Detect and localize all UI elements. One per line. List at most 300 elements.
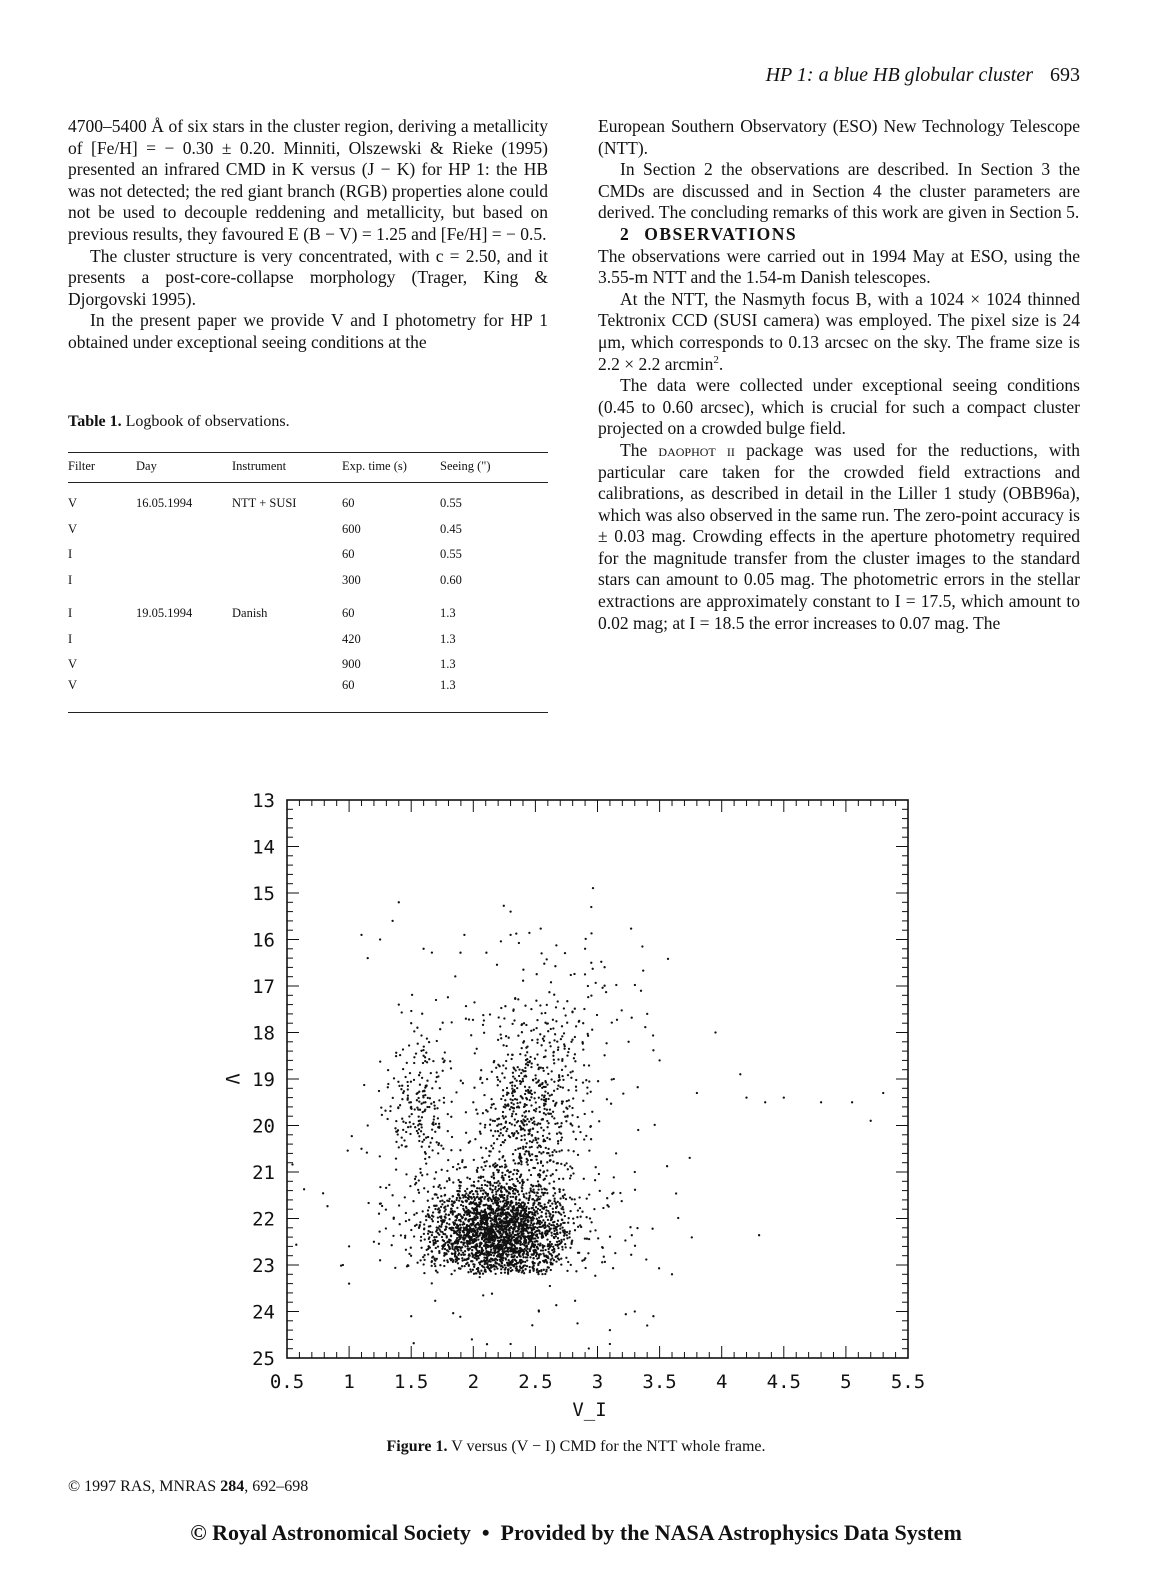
- data-point: [405, 1122, 407, 1124]
- data-point: [475, 1213, 477, 1215]
- data-point: [439, 1209, 441, 1211]
- data-point: [549, 1205, 551, 1207]
- data-point: [291, 1163, 293, 1165]
- data-point: [609, 1236, 611, 1238]
- data-point: [557, 1046, 559, 1048]
- data-point: [520, 1163, 522, 1165]
- data-point: [424, 1060, 426, 1062]
- data-point: [473, 1209, 475, 1211]
- data-point: [533, 1202, 535, 1204]
- data-point: [510, 1220, 512, 1222]
- data-point: [430, 1261, 432, 1263]
- data-point: [527, 1232, 529, 1234]
- data-point: [492, 1172, 494, 1174]
- data-point: [492, 1135, 494, 1137]
- data-point: [502, 1179, 504, 1181]
- data-point: [407, 1097, 409, 1099]
- data-point: [431, 1231, 433, 1233]
- table-cell: 1.3: [440, 631, 456, 646]
- data-point: [640, 990, 642, 992]
- data-point: [519, 1053, 521, 1055]
- data-point: [517, 1218, 519, 1220]
- data-point: [497, 1171, 499, 1173]
- data-point: [553, 994, 555, 996]
- data-point: [414, 1108, 416, 1110]
- data-point: [545, 1213, 547, 1215]
- data-point: [557, 1049, 559, 1051]
- data-point: [578, 1021, 580, 1023]
- data-point: [634, 1310, 636, 1312]
- data-point: [448, 1214, 450, 1216]
- data-point: [473, 1257, 475, 1259]
- data-point: [505, 1130, 507, 1132]
- data-point: [544, 1055, 546, 1057]
- data-point: [528, 1216, 530, 1218]
- software-name: daophot ii: [658, 439, 735, 460]
- data-point: [551, 1154, 553, 1156]
- data-point: [469, 1268, 471, 1270]
- data-point: [418, 1100, 420, 1102]
- data-point: [541, 1211, 543, 1213]
- data-point: [552, 1055, 554, 1057]
- data-point: [569, 1177, 571, 1179]
- data-point: [586, 1086, 588, 1088]
- data-point: [646, 1013, 648, 1015]
- data-point: [566, 1234, 568, 1236]
- data-point: [529, 1099, 531, 1101]
- data-point: [552, 1027, 554, 1029]
- data-point: [514, 1124, 516, 1126]
- data-point: [456, 1248, 458, 1250]
- data-point: [492, 1202, 494, 1204]
- data-point: [495, 1266, 497, 1268]
- data-point: [483, 1032, 485, 1034]
- data-point: [562, 1189, 564, 1191]
- data-point: [542, 1135, 544, 1137]
- data-point: [511, 1023, 513, 1025]
- data-point: [538, 1253, 540, 1255]
- data-point: [423, 1272, 425, 1274]
- data-point: [476, 1245, 478, 1247]
- data-point: [422, 1049, 424, 1051]
- data-point: [450, 1228, 452, 1230]
- data-point: [497, 1189, 499, 1191]
- data-point: [517, 1170, 519, 1172]
- data-point: [513, 1218, 515, 1220]
- data-point: [508, 1259, 510, 1261]
- data-point: [556, 1040, 558, 1042]
- data-point: [564, 1116, 566, 1118]
- data-point: [562, 1229, 564, 1231]
- data-point: [422, 1062, 424, 1064]
- data-point: [454, 1219, 456, 1221]
- data-point: [539, 1111, 541, 1113]
- data-point: [634, 1171, 636, 1173]
- data-point: [363, 1084, 365, 1086]
- data-point: [603, 1256, 605, 1258]
- data-point: [435, 1080, 437, 1082]
- data-point: [428, 1041, 430, 1043]
- data-point: [584, 948, 586, 950]
- data-point: [514, 1149, 516, 1151]
- table-row: [68, 491, 548, 517]
- data-point: [440, 1187, 442, 1189]
- x-tick-label: 2.5: [518, 1371, 553, 1393]
- data-point: [448, 1223, 450, 1225]
- data-point: [453, 1230, 455, 1232]
- data-point: [602, 1207, 604, 1209]
- data-point: [410, 1247, 412, 1249]
- data-point: [435, 1171, 437, 1173]
- data-point: [489, 1260, 491, 1262]
- data-point: [482, 1236, 484, 1238]
- data-point: [525, 1192, 527, 1194]
- data-point: [505, 1232, 507, 1234]
- data-point: [634, 984, 636, 986]
- data-point: [518, 1068, 520, 1070]
- data-point: [409, 1121, 411, 1123]
- data-point: [530, 1159, 532, 1161]
- data-point: [537, 1180, 539, 1182]
- data-point: [416, 1212, 418, 1214]
- data-point: [476, 1259, 478, 1261]
- data-point: [385, 1187, 387, 1189]
- data-point: [596, 1014, 598, 1016]
- data-point: [592, 968, 594, 970]
- data-point: [496, 1169, 498, 1171]
- data-point: [384, 1110, 386, 1112]
- data-point: [516, 1080, 518, 1082]
- data-point: [459, 1149, 461, 1151]
- data-point: [498, 1123, 500, 1125]
- data-point: [524, 1103, 526, 1105]
- data-point: [379, 1259, 381, 1261]
- data-point: [545, 1260, 547, 1262]
- plot-frame: [287, 800, 908, 1358]
- data-point: [425, 1137, 427, 1139]
- data-point: [428, 1156, 430, 1158]
- data-point: [470, 1196, 472, 1198]
- data-point: [517, 1132, 519, 1134]
- data-point: [666, 1165, 668, 1167]
- data-point: [519, 1214, 521, 1216]
- data-point: [506, 1091, 508, 1093]
- data-point: [538, 1216, 540, 1218]
- data-point: [433, 1178, 435, 1180]
- data-point: [420, 1034, 422, 1036]
- table-cell: Danish: [232, 606, 268, 621]
- data-point: [426, 1061, 428, 1063]
- data-point: [514, 1098, 516, 1100]
- data-point: [447, 1113, 449, 1115]
- table-cell: [136, 568, 232, 594]
- data-point: [516, 1190, 518, 1192]
- data-point: [496, 1076, 498, 1078]
- data-point: [442, 1070, 444, 1072]
- data-point: [555, 1260, 557, 1262]
- data-point: [564, 1014, 566, 1016]
- data-point: [564, 1045, 566, 1047]
- data-point: [491, 1191, 493, 1193]
- running-head: [766, 64, 1080, 87]
- data-point: [419, 1109, 421, 1111]
- data-point: [479, 1122, 481, 1124]
- data-point: [418, 1179, 420, 1181]
- data-point: [524, 1054, 526, 1056]
- data-point: [544, 1012, 546, 1014]
- data-point: [504, 1126, 506, 1128]
- data-point: [745, 1096, 747, 1098]
- data-point: [431, 1234, 433, 1236]
- data-point: [484, 1165, 486, 1167]
- data-point: [437, 1197, 439, 1199]
- data-point: [615, 984, 617, 986]
- data-point: [438, 1225, 440, 1227]
- data-point: [528, 1198, 530, 1200]
- superscript: 2: [713, 353, 719, 366]
- data-point: [561, 1149, 563, 1151]
- data-point: [492, 1209, 494, 1211]
- data-point: [555, 1206, 557, 1208]
- data-point: [526, 1245, 528, 1247]
- data-point: [400, 1088, 402, 1090]
- data-point: [446, 1241, 448, 1243]
- data-point: [529, 1056, 531, 1058]
- data-point: [461, 1246, 463, 1248]
- data-point: [422, 1263, 424, 1265]
- data-point: [540, 1044, 542, 1046]
- data-point: [525, 1253, 527, 1255]
- data-point: [572, 1217, 574, 1219]
- data-point: [506, 1087, 508, 1089]
- data-point: [538, 1066, 540, 1068]
- data-point: [564, 1194, 566, 1196]
- data-point: [532, 1117, 534, 1119]
- table-caption-text: Logbook of observations.: [125, 413, 290, 430]
- data-point: [405, 1220, 407, 1222]
- data-point: [479, 1133, 481, 1135]
- data-point: [417, 1132, 419, 1134]
- data-point: [630, 1254, 632, 1256]
- data-point: [490, 1208, 492, 1210]
- data-point: [568, 1048, 570, 1050]
- data-point: [351, 1135, 353, 1137]
- data-point: [493, 1223, 495, 1225]
- data-point: [527, 1235, 529, 1237]
- data-point: [492, 1198, 494, 1200]
- data-point: [675, 1192, 677, 1194]
- data-point: [542, 1118, 544, 1120]
- table-cell: 0.60: [440, 572, 462, 587]
- data-point: [519, 1156, 521, 1158]
- data-point: [438, 1099, 440, 1101]
- data-point: [492, 1120, 494, 1122]
- data-point: [508, 1261, 510, 1263]
- table-cell: V: [68, 657, 78, 672]
- data-point: [588, 1149, 590, 1151]
- data-point: [529, 1140, 531, 1142]
- data-point: [437, 1144, 439, 1146]
- data-point: [476, 1228, 478, 1230]
- data-point: [505, 1165, 507, 1167]
- data-point: [534, 1241, 536, 1243]
- data-point: [450, 1211, 452, 1213]
- data-point: [414, 1178, 416, 1180]
- data-point: [533, 1214, 535, 1216]
- data-point: [467, 1258, 469, 1260]
- data-point: [585, 1216, 587, 1218]
- data-point: [593, 1208, 595, 1210]
- data-point: [395, 1120, 397, 1122]
- data-point: [561, 1102, 563, 1104]
- data-point: [529, 1060, 531, 1062]
- data-point: [411, 994, 413, 996]
- observation-log-table: [68, 452, 548, 713]
- data-point: [514, 1234, 516, 1236]
- data-point: [557, 1162, 559, 1164]
- data-point: [459, 1224, 461, 1226]
- data-point: [561, 1100, 563, 1102]
- data-point: [557, 1084, 559, 1086]
- data-point: [413, 1079, 415, 1081]
- data-point: [447, 1244, 449, 1246]
- data-point: [553, 1059, 555, 1061]
- data-point: [541, 1083, 543, 1085]
- data-point: [457, 1163, 459, 1165]
- data-point: [573, 1150, 575, 1152]
- data-point: [416, 1027, 418, 1029]
- data-point: [410, 1022, 412, 1024]
- data-point: [550, 1227, 552, 1229]
- data-point: [493, 1268, 495, 1270]
- paragraph-text: .: [718, 353, 724, 374]
- table-cell: 420: [342, 631, 361, 646]
- data-point: [539, 1123, 541, 1125]
- data-point: [465, 1192, 467, 1194]
- table-cell: 16.05.1994: [136, 496, 193, 511]
- table-cell: [136, 652, 232, 678]
- data-point: [532, 1122, 534, 1124]
- data-point: [503, 1244, 505, 1246]
- table-row: [68, 678, 548, 713]
- data-point: [440, 1206, 442, 1208]
- data-point: [587, 996, 589, 998]
- data-point: [504, 1271, 506, 1273]
- data-point: [642, 969, 644, 971]
- data-point: [549, 1155, 551, 1157]
- data-point: [489, 1119, 491, 1121]
- data-point: [455, 1199, 457, 1201]
- data-point: [473, 1001, 475, 1003]
- data-point: [497, 1202, 499, 1204]
- data-point: [482, 1211, 484, 1213]
- data-point: [413, 1214, 415, 1216]
- data-point: [431, 1250, 433, 1252]
- y-tick-label: 20: [252, 1115, 275, 1138]
- data-point: [499, 1221, 501, 1223]
- data-point: [496, 1230, 498, 1232]
- data-point: [537, 1192, 539, 1194]
- data-point: [490, 1150, 492, 1152]
- data-point: [570, 1123, 572, 1125]
- data-point: [547, 1122, 549, 1124]
- data-point: [360, 934, 362, 936]
- data-point: [546, 1169, 548, 1171]
- data-point: [436, 1076, 438, 1078]
- data-point: [494, 1120, 496, 1122]
- data-point: [541, 1273, 543, 1275]
- data-point: [465, 1018, 467, 1020]
- data-point: [557, 1225, 559, 1227]
- data-point: [508, 1171, 510, 1173]
- data-point: [470, 1270, 472, 1272]
- data-point: [581, 1211, 583, 1213]
- data-point: [444, 1194, 446, 1196]
- data-point: [568, 1105, 570, 1107]
- data-point: [505, 1035, 507, 1037]
- data-point: [549, 1045, 551, 1047]
- data-point: [553, 1090, 555, 1092]
- data-point: [418, 1140, 420, 1142]
- data-point: [490, 1254, 492, 1256]
- data-point: [565, 1198, 567, 1200]
- data-point: [465, 1132, 467, 1134]
- data-point: [444, 1205, 446, 1207]
- data-point: [408, 1219, 410, 1221]
- data-point: [538, 1085, 540, 1087]
- data-point: [499, 1166, 501, 1168]
- data-point: [505, 1199, 507, 1201]
- data-point: [413, 1342, 415, 1344]
- data-point: [475, 1226, 477, 1228]
- data-point: [476, 1171, 478, 1173]
- data-point: [424, 1158, 426, 1160]
- data-point: [515, 1137, 517, 1139]
- data-point: [494, 1130, 496, 1132]
- data-point: [507, 1053, 509, 1055]
- data-point: [424, 1094, 426, 1096]
- data-point: [604, 1261, 606, 1263]
- data-point: [408, 1253, 410, 1255]
- data-point: [395, 1055, 397, 1057]
- data-point: [476, 1193, 478, 1195]
- data-point: [348, 1245, 350, 1247]
- data-point: [563, 1238, 565, 1240]
- data-point: [409, 1133, 411, 1135]
- data-point: [516, 1130, 518, 1132]
- data-point: [360, 1148, 362, 1150]
- data-point: [552, 1019, 554, 1021]
- data-point: [557, 1220, 559, 1222]
- data-point: [480, 1166, 482, 1168]
- data-point: [534, 1249, 536, 1251]
- data-point: [427, 1191, 429, 1193]
- data-point: [536, 1227, 538, 1229]
- data-point: [519, 1255, 521, 1257]
- data-point: [484, 1232, 486, 1234]
- data-point: [485, 952, 487, 954]
- table-row: [68, 542, 548, 568]
- data-point: [347, 1149, 349, 1151]
- data-point: [496, 1237, 498, 1239]
- data-point: [525, 1249, 527, 1251]
- data-point: [496, 1138, 498, 1140]
- data-point: [556, 1122, 558, 1124]
- data-point: [400, 1234, 402, 1236]
- data-point: [516, 1247, 518, 1249]
- data-point: [476, 1216, 478, 1218]
- data-point: [511, 1115, 513, 1117]
